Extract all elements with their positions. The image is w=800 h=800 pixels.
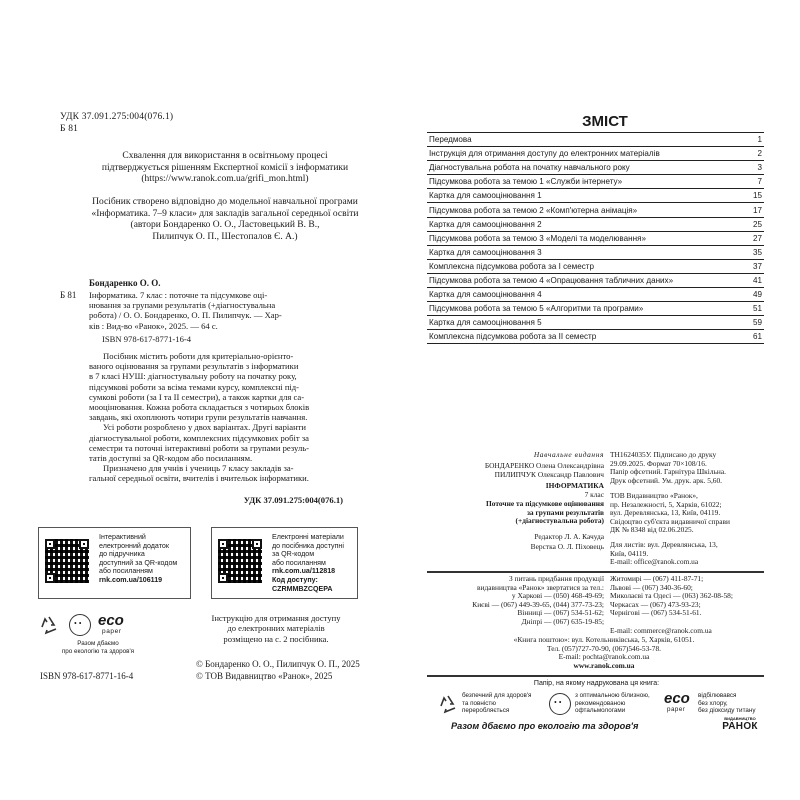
website-link[interactable]: www.ranok.com.ua: [573, 660, 635, 670]
qr1-text-line: до підручника: [99, 550, 145, 559]
toc-entry-label[interactable]: Діагностувальна робота на початку навчального року: [427, 161, 746, 175]
annotation-line: мооцінювання. Кожна робота складається з чотирьох блоків: [89, 402, 310, 413]
toc-page-number: 27: [746, 231, 764, 245]
print-info-line: 29.09.2025. Формат 70×108/16.: [610, 458, 707, 468]
toc-entry-label[interactable]: Передмова: [427, 133, 746, 147]
eco-logo-sub: paper: [102, 628, 122, 635]
eco-caption: [38, 640, 158, 655]
qr1-text-line: доступний за QR-кодом: [99, 558, 178, 567]
divider: [427, 675, 764, 677]
paper-feature-white: [575, 692, 650, 715]
print-info-line: ТН1624035У. Підписано до друку: [610, 450, 717, 459]
ranok-logo-caption: ВИДАВНИЦТВО: [724, 716, 756, 721]
paper-feature-line: відбілювався: [698, 692, 737, 699]
annotation-line: діагностувальної роботи, комплексних підсумкових робіт за: [89, 432, 309, 443]
eco-logo: eco: [98, 612, 124, 629]
qr2-link[interactable]: rnk.com.ua/112818: [272, 567, 336, 576]
manual-line: Пилипчук О. П., Шестопалов Є. А.): [152, 231, 298, 242]
eco-caption-line: Разом дбаємо: [77, 640, 119, 647]
udk-bottom: УДК 37.091.275:004(076.1): [243, 495, 343, 505]
book-post-line: «Книга поштою»: вул. Котельниківська, 5, Харків, 61051.: [513, 635, 695, 644]
toc-row[interactable]: [427, 161, 764, 175]
publisher-line: Свідоцтво суб'єкта видавничої справи: [610, 516, 730, 526]
annotation-line: ваного оцінювання за групами результатів з інформатики: [89, 361, 299, 372]
manual-line: «Інформатика. 7–9 класи» для закладів загальної середньої освіти: [91, 208, 359, 219]
toc-page-number: 17: [746, 203, 764, 217]
eco-caption-line: про екологію та здоров'я: [61, 647, 135, 655]
approval-note: [60, 151, 390, 186]
annotation-line: Призначено для учнів і учениць 7 класу закладів за-: [103, 463, 294, 474]
toc-entry-label[interactable]: Картка для самооцінювання 2: [427, 217, 746, 231]
editor: Редактор Л. А. Качуда: [534, 532, 604, 541]
toc-row[interactable]: [427, 302, 764, 316]
purchase-contacts-left: [428, 575, 604, 627]
qr2-text-line: за QR-кодом: [272, 550, 315, 559]
paper-feature-line: переробляється: [462, 707, 510, 714]
copyright-line: © ТОВ Видавництво «Ранок», 2025: [196, 670, 333, 681]
toc-row[interactable]: [427, 189, 764, 203]
interactive-supplement-box: [38, 527, 191, 599]
publisher-line: вул. Деревлянська, 13, Київ, 04119.: [610, 508, 721, 518]
biblio-code: Б 81: [60, 290, 77, 300]
purchase-line: Вінниці — (067) 534-51-62;: [517, 608, 604, 618]
purchase-line: Черкасах — (067) 473-93-23;: [610, 599, 701, 609]
toc-row[interactable]: [427, 288, 764, 302]
toc-row[interactable]: [427, 203, 764, 217]
toc-title: ЗМІСТ: [582, 113, 628, 130]
publisher-info: [610, 492, 780, 535]
manual-note: [60, 197, 390, 243]
toc-entry-label[interactable]: Картка для самооцінювання 3: [427, 245, 746, 259]
copyright: [196, 659, 360, 682]
toc-page-number: 7: [746, 175, 764, 189]
letters-address: [610, 541, 780, 567]
toc-row[interactable]: [427, 175, 764, 189]
biblio-line: робота) / О. О. Бондаренко, О. П. Пилипчук. — Хар-: [89, 310, 282, 321]
grade: 7 клас: [584, 490, 604, 499]
isbn-biblio: ISBN 978-617-8771-16-4: [102, 334, 192, 344]
annotation: [89, 351, 344, 484]
letters-line: Для листів: вул. Деревлянська, 13,: [610, 540, 718, 549]
toc-entry-label[interactable]: Картка для самооцінювання 5: [427, 316, 746, 330]
toc-row[interactable]: [427, 147, 764, 161]
instruction-line: Інструкцію для отримання доступу: [211, 613, 341, 623]
recycle-icon: [437, 693, 459, 715]
purchase-line: З питань придбання продукції: [508, 574, 604, 583]
instruction-line: до електронних матеріалів: [227, 623, 325, 634]
toc-page-number: 61: [746, 330, 764, 344]
annotation-line: Усі роботи розроблено у двох варіантах. Другі варіанти: [103, 422, 307, 433]
letters-line: Київ, 04119.: [610, 548, 649, 558]
toc-page-number: 59: [746, 316, 764, 330]
toc-entry-label[interactable]: Картка для самооцінювання 1: [427, 189, 746, 203]
toc-entry-label[interactable]: Підсумкова робота за темою 2 «Комп'ютерна анімація»: [427, 203, 746, 217]
paper-feature-line: з оптимальною білизною,: [575, 692, 650, 699]
isbn: ISBN 978-617-8771-16-4: [40, 671, 134, 681]
annotation-line: сумкові роботи (за I та II семестри), а також картки для са-: [89, 391, 305, 402]
annotation-line: семестри та поточні інтерактивні роботи за групами резуль-: [89, 442, 310, 453]
eco-slogan: Разом дбаємо про екологію та здоров'я: [451, 721, 639, 731]
qr-code-icon[interactable]: [45, 539, 89, 583]
commerce-email-link[interactable]: E-mail: commerce@ranok.com.ua: [610, 626, 712, 635]
toc-page-number: 49: [746, 288, 764, 302]
layout-designer: Верстка О. Л. Піховець: [530, 542, 604, 551]
office-email-link[interactable]: E-mail: office@ranok.com.ua: [610, 557, 699, 567]
biblio-description: [89, 290, 344, 331]
paper-feature-line: офтальмологами: [575, 707, 626, 714]
eyes-glyph: • •: [554, 698, 562, 707]
approval-line: Схвалення для використання в освітньому процесі: [122, 151, 328, 161]
paper-feature-line: безпечний для здоров'я: [462, 692, 532, 699]
ranok-logo: РАНОК: [722, 721, 758, 732]
annotation-line: в 7 класі НУШ: діагностувальну роботу на початку року,: [89, 371, 297, 382]
purchase-line: Львові — (067) 340-36-60;: [610, 582, 693, 592]
biblio-line: нювання за групами результатів (+діагностувальна: [89, 300, 276, 311]
access-instruction: [196, 613, 356, 644]
purchase-line: Києві — (067) 449-39-65, (044) 377-73-23;: [472, 599, 604, 609]
publisher-line: ТОВ Видавництво «Ранок»,: [610, 491, 698, 500]
toc-entry-label[interactable]: Комплексна підсумкова робота за I семестр: [427, 259, 746, 273]
qr2-text-line: або посиланням: [272, 558, 326, 567]
toc-row[interactable]: [427, 217, 764, 231]
subtitle-line: за групами результатів: [526, 507, 604, 517]
qr1-text-line: електронний додаток: [99, 541, 169, 550]
paper-feature-line: без діоксиду титану: [698, 707, 756, 714]
book-post-info: [428, 636, 780, 670]
purchase-contacts-right: [610, 575, 780, 618]
table-of-contents: [427, 132, 764, 344]
toc-row[interactable]: [427, 330, 764, 344]
annotation-line: Посібник містить роботи для критеріально-орієнто-: [103, 351, 294, 361]
copyright-line: © Бондаренко О. О., Пилипчук О. П., 2025: [196, 659, 360, 669]
udk-code: УДК 37.091.275:004(076.1): [60, 112, 174, 122]
qr2-text-line: Електронні матеріали: [272, 533, 344, 541]
paper-feature-line: та повністю: [462, 699, 496, 707]
toc-entry-label[interactable]: Підсумкова робота за темою 5 «Алгоритми та програми»: [427, 302, 746, 316]
print-info: [610, 451, 780, 485]
biblio-author: Бондаренко О. О.: [89, 278, 161, 288]
divider: [427, 571, 764, 573]
toc-page-number: 51: [746, 302, 764, 316]
toc-entry-label[interactable]: Підсумкова робота за темою 4 «Опрацювання табличних даних»: [427, 273, 746, 287]
toc-row[interactable]: [427, 273, 764, 287]
author-line: БОНДАРЕНКО Олена Олександрівна: [484, 461, 604, 470]
book-post-line: Тел. (057)727-70-90, (067)546-53-78.: [546, 643, 662, 653]
authors-full: [428, 462, 604, 479]
purchase-line: видавництва «Ранок» звертатися за тел.:: [477, 582, 604, 592]
annotation-line: завдань, які охоплюють чотири групи результатів навчання.: [89, 412, 308, 423]
approval-line: підтверджується рішенням Експертної комісії з інформатики: [101, 162, 349, 173]
toc-entry-label[interactable]: Підсумкова робота за темою 1 «Служби інтернету»: [427, 175, 746, 189]
toc-page-number: 25: [746, 217, 764, 231]
biblio-line: Інформатика. 7 клас : поточне та підсумкове оці-: [89, 290, 268, 300]
subject-title: ІНФОРМАТИКА: [545, 481, 604, 490]
toc-entry-label[interactable]: Інструкція для отримання доступу до електронних матеріалів: [427, 147, 746, 161]
author-line: ПИЛИПЧУК Олександр Павлович: [494, 469, 604, 479]
toc-page-number: 1: [746, 133, 764, 147]
toc-row[interactable]: [427, 316, 764, 330]
purchase-line: Миколаєві та Одесі — (063) 362-08-58;: [610, 591, 733, 601]
purchase-line: Житомирі — (067) 411-87-71;: [610, 574, 704, 583]
toc-entry-label[interactable]: Картка для самооцінювання 4: [427, 288, 746, 302]
qr-code-icon[interactable]: [218, 539, 262, 583]
paper-feature-chlorine-free: [698, 692, 756, 715]
toc-entry-label[interactable]: Підсумкова робота за темою 3 «Моделі та моделювання»: [427, 231, 746, 245]
subtitle-line: Поточне та підсумкове оцінювання: [486, 499, 604, 508]
paper-feature-line: без хлору,: [698, 699, 728, 707]
instruction-line: розміщено на с. 2 посібника.: [223, 633, 329, 644]
eco-logo: eco: [664, 690, 690, 707]
publisher-line: пр. Незалежності, 5, Харків, 61022;: [610, 499, 722, 509]
annotation-line: гальної середньої освіти, вчителів і вчительок інформатики.: [89, 473, 309, 484]
toc-row[interactable]: [427, 231, 764, 245]
qr1-text-line: Інтерактивний: [99, 533, 146, 541]
toc-page-number: 37: [746, 259, 764, 273]
toc-page-number: 41: [746, 273, 764, 287]
eco-block: [38, 606, 158, 666]
toc-page-number: 15: [746, 189, 764, 203]
recycle-icon: [38, 614, 60, 636]
purchase-line: Чернігові — (067) 534-51-61.: [610, 608, 702, 618]
toc-row[interactable]: [427, 259, 764, 273]
paper-heading: Папір, на якому надрукована ця книга:: [533, 680, 660, 687]
eco-logo-sub: paper: [667, 706, 686, 713]
toc-entry-label[interactable]: Комплексна підсумкова робота за II семестр: [427, 330, 746, 344]
pochta-email-link[interactable]: E-mail: pochta@ranok.com.ua: [558, 652, 650, 662]
purchase-line: у Харкові — (050) 468-49-69;: [511, 591, 604, 601]
electronic-materials-box: [211, 527, 358, 599]
subtitle-line: (+діагностувальна робота): [515, 516, 604, 526]
access-code: Код доступу: CZRMMBZCQEPA: [272, 575, 333, 593]
print-info-line: Папір офсетний. Гарнітура Шкільна.: [610, 467, 726, 477]
manual-line: (автори Бондаренко О. О., Ластовецький В. В.,: [130, 220, 320, 230]
print-info-line: Друк офсетний. Ум. друк. арк. 5,60.: [610, 475, 723, 485]
qr1-text-line: або посиланням: [99, 567, 153, 576]
bbk-code: Б 81: [60, 124, 79, 134]
publisher-line: ДК № 8348 від 02.06.2025.: [610, 525, 694, 535]
book-subtitle: [428, 500, 604, 526]
manual-line: Посібник створено відповідно до модельної навчальної програми: [92, 197, 358, 207]
paper-feature-safe: [462, 692, 531, 715]
toc-row[interactable]: [427, 245, 764, 259]
edition-label: Навчальне видання: [533, 450, 604, 459]
annotation-line: татів доступні за QR-кодом або посиланням.: [89, 453, 253, 464]
toc-page-number: 35: [746, 245, 764, 259]
qr2-text-line: до посібника доступні: [272, 541, 344, 550]
approval-line: (https://www.ranok.com.ua/grifi_mon.html): [141, 174, 309, 184]
annotation-line: підсумкові роботи за всіма темами курсу, комплексні під-: [89, 381, 300, 392]
paper-feature-line: рекомендованою: [575, 699, 626, 707]
toc-page-number: 3: [746, 161, 764, 175]
eyes-glyph: • •: [74, 619, 82, 628]
biblio-line: ків : Вид-во «Ранок», 2025. — 64 с.: [89, 320, 218, 331]
purchase-line: Дніпрі — (067) 635-19-85;: [521, 616, 604, 626]
qr1-link[interactable]: rnk.com.ua/106119: [99, 575, 163, 584]
toc-row[interactable]: [427, 133, 764, 147]
toc-page-number: 2: [746, 147, 764, 161]
